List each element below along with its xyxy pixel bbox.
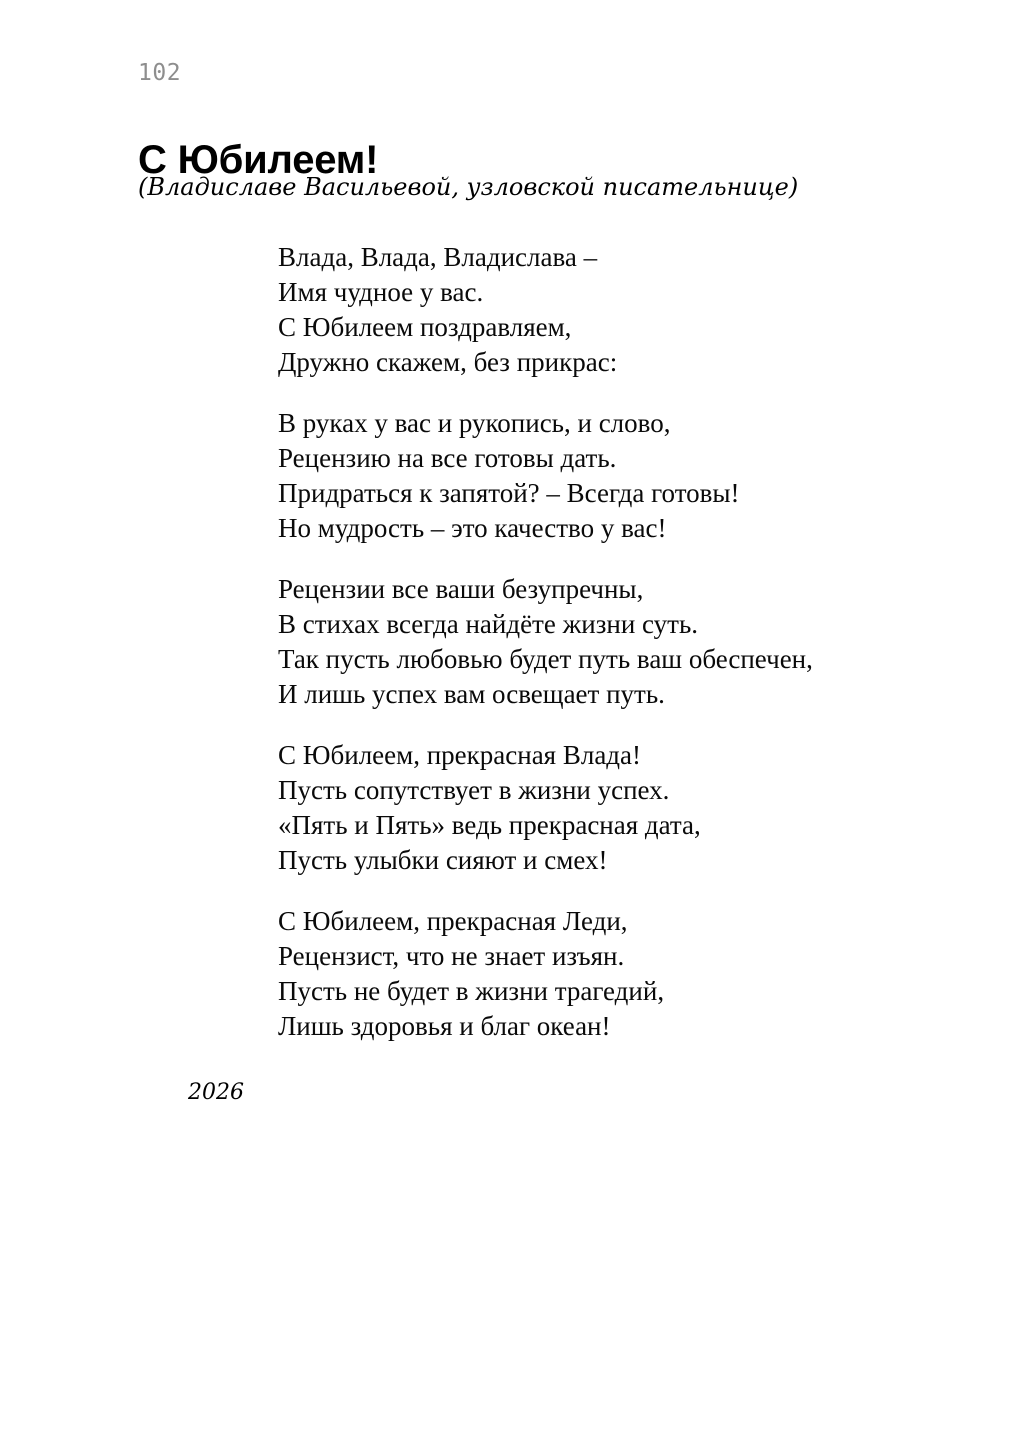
poem-line: С Юбилеем, прекрасная Леди, — [278, 906, 628, 936]
poem-line: В руках у вас и рукопись, и слово, — [278, 408, 671, 438]
poem-stanza — [278, 406, 978, 546]
poem-stanza — [278, 240, 978, 380]
poem-line: Влада, Влада, Владислава – — [278, 242, 598, 272]
poem-line: «Пять и Пять» ведь прекрасная дата, — [278, 810, 701, 840]
poem-line: Так пусть любовью будет путь ваш обеспечен, — [278, 644, 813, 674]
poem-line: Рецензию на все готовы дать. — [278, 443, 617, 473]
poem-line: Рецензии все ваши безупречны, — [278, 574, 644, 604]
poem-line: И лишь успех вам освещает путь. — [278, 679, 665, 709]
poem-line: Лишь здоровья и благ океан! — [278, 1011, 611, 1041]
year-label: 2026 — [188, 1080, 244, 1105]
page-title: С Юбилеем! — [138, 137, 379, 182]
poem-stanza — [278, 904, 978, 1044]
poem-line: Пусть не будет в жизни трагедий, — [278, 976, 665, 1006]
poem-line: С Юбилеем поздравляем, — [278, 312, 572, 342]
dedication-subtitle: (Владиславе Васильевой, узловской писательнице) — [138, 173, 799, 201]
poem-line: Пусть сопутствует в жизни успех. — [278, 775, 670, 805]
poem-line: Но мудрость – это качество у вас! — [278, 513, 667, 543]
poem-line: Дружно скажем, без прикрас: — [278, 347, 618, 377]
poem-body — [278, 240, 978, 1044]
poem-stanza — [278, 572, 978, 712]
poem-line: Придраться к запятой? – Всегда готовы! — [278, 478, 740, 508]
page-number: 102 — [138, 60, 182, 86]
poem-line: Пусть улыбки сияют и смех! — [278, 845, 608, 875]
poem-line: Имя чудное у вас. — [278, 277, 484, 307]
poem-line: Рецензист, что не знает изъян. — [278, 941, 625, 971]
poem-stanza — [278, 738, 978, 878]
poem-line: В стихах всегда найдёте жизни суть. — [278, 609, 699, 639]
poem-line: С Юбилеем, прекрасная Влада! — [278, 740, 642, 770]
